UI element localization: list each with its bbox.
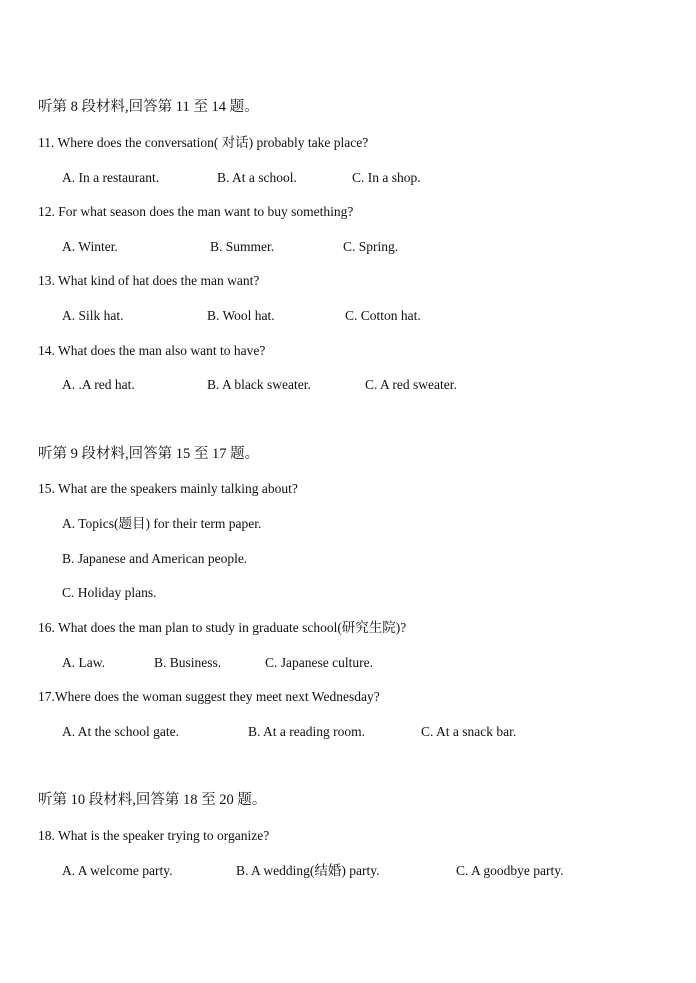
q12-option-c: C. Spring.	[343, 239, 399, 254]
question-12: 12. For what season does the man want to buy something?	[38, 204, 354, 219]
section-heading: 听第 8 段材料,回答第 11 至 14 题。	[38, 99, 259, 115]
q14-option-c: C. A red sweater.	[365, 377, 457, 392]
q15-option-b: B. Japanese and American people.	[62, 551, 248, 566]
q12-option-a: A. Winter.	[62, 239, 118, 254]
question-15: 15. What are the speakers mainly talking about?	[38, 481, 298, 496]
q18-option-b: B. A wedding(结婚) party.	[236, 863, 380, 878]
q12-option-b: B. Summer.	[210, 239, 275, 254]
question-14: 14. What does the man also want to have?	[38, 343, 266, 358]
section-heading: 听第 10 段材料,回答第 18 至 20 题。	[38, 792, 267, 808]
q17-option-b: B. At a reading room.	[248, 724, 365, 739]
q15-option-c: C. Holiday plans.	[62, 585, 157, 600]
q17-option-a: A. At the school gate.	[62, 724, 179, 739]
question-18: 18. What is the speaker trying to organize?	[38, 828, 270, 843]
q17-option-c: C. At a snack bar.	[421, 724, 517, 739]
question-13: 13. What kind of hat does the man want?	[38, 273, 260, 288]
q16-option-a: A. Law.	[62, 655, 105, 670]
q16-option-c: C. Japanese culture.	[265, 655, 373, 670]
question-17: 17.Where does the woman suggest they meet next Wednesday?	[38, 689, 380, 704]
section-heading: 听第 9 段材料,回答第 15 至 17 题。	[38, 446, 260, 462]
q16-option-b: B. Business.	[154, 655, 222, 670]
q14-option-a: A. .A red hat.	[62, 377, 135, 392]
q18-option-a: A. A welcome party.	[62, 863, 173, 878]
q13-option-b: B. Wool hat.	[207, 308, 275, 323]
question-16: 16. What does the man plan to study in graduate school(研究生院)?	[38, 620, 407, 635]
q14-option-b: B. A black sweater.	[207, 377, 311, 392]
q11-option-a: A. In a restaurant.	[62, 170, 160, 185]
q11-option-c: C. In a shop.	[352, 170, 421, 185]
question-11: 11. Where does the conversation( 对话) probably take place?	[38, 135, 369, 150]
q13-option-a: A. Silk hat.	[62, 308, 124, 323]
q11-option-b: B. At a school.	[217, 170, 297, 185]
q15-option-a: A. Topics(题目) for their term paper.	[62, 516, 262, 531]
q13-option-c: C. Cotton hat.	[345, 308, 421, 323]
q18-option-c: C. A goodbye party.	[456, 863, 564, 878]
